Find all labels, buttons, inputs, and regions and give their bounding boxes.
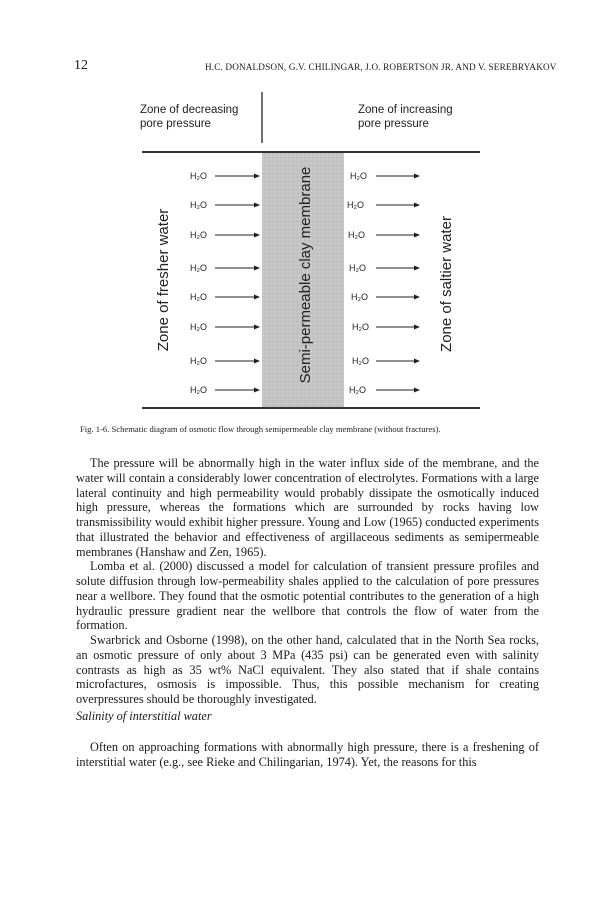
right-flow-group	[347, 171, 419, 395]
section-heading: Salinity of interstitial water	[76, 709, 212, 723]
body-section-1	[76, 456, 539, 707]
paragraph-3: Swarbrick and Osborne (1998), on the other hand, calculated that in the North Sea rocks, an osmotic pressure of only about 3 MPa (435 psi) can be generated even with salinity contrasts as high as 35 wt% NaCl equivalent. They also stated that if shale contains microfactures, osmosis is impossible. Thus, this possible mechanism for creating overpressures should be thoroughly investigated.	[76, 633, 539, 706]
saltier-water-label: Zone of saltier water	[438, 216, 455, 352]
h2o-label-left: H₂O	[190, 322, 207, 332]
zone-increasing-line-1: Zone of increasing	[358, 104, 453, 116]
h2o-label-right: H₂O	[350, 171, 367, 181]
zone-decreasing-label	[140, 103, 238, 131]
h2o-label-right: H₂O	[352, 322, 369, 332]
h2o-label-right: H₂O	[349, 263, 366, 273]
zone-decreasing-line-1: Zone of decreasing	[140, 104, 239, 116]
h2o-label-left: H₂O	[190, 385, 207, 395]
h2o-label-left: H₂O	[190, 292, 207, 302]
membrane-label: Semi-permeable clay membrane	[297, 166, 314, 384]
body-section-2	[76, 740, 539, 770]
zone-increasing-line-2: pore pressure	[358, 118, 429, 130]
h2o-label-left: H₂O	[190, 356, 207, 366]
h2o-label-right: H₂O	[349, 385, 366, 395]
page-number: 12	[74, 58, 88, 73]
paragraph-4: Often on approaching formations with abnormally high pressure, there is a freshening of interstitial water (e.g., see Rieke and Chilingarian, 1974). Yet, the reasons for this	[76, 740, 539, 769]
paragraph-1: The pressure will be abnormally high in the water influx side of the membrane, and the water will contain a considerably lower concentration of electrolytes. Formations with a large lateral continuity and high permeability would probably dissipate the osmotically induced high pressure, whereas the formations which are surrounded by rocks having low transmissibility would exhibit higher pressure. Young and Low (1965) conducted experiments that illustrated the behavior and effectiveness of argillaceous sediments as semipermeable membranes (Hanshaw and Zen, 1965).	[76, 456, 539, 559]
fresher-water-label: Zone of fresher water	[155, 208, 172, 352]
running-head: H.C. DONALDSON, G.V. CHILINGAR, J.O. ROBERTSON JR. AND V. SEREBRYAKOV	[205, 62, 557, 72]
h2o-label-right: H₂O	[347, 200, 364, 210]
paragraph-2: Lomba et al. (2000) discussed a model for calculation of transient pressure profiles and solute diffusion through low-permeability shales applied to the calculation of pore pressures near a wellbore. They found that the osmotic potential contributes to the generation of a high hydraulic pressure gradient near the wellbore that controls the flow of water from the formation.	[76, 559, 539, 633]
zone-decreasing-line-2: pore pressure	[140, 118, 211, 130]
left-flow-group	[190, 171, 259, 395]
figure-caption: Fig. 1-6. Schematic diagram of osmotic flow through semipermeable clay membrane (without fractures).	[80, 424, 441, 434]
h2o-label-right: H₂O	[348, 230, 365, 240]
figure-svg	[0, 0, 615, 420]
h2o-label-left: H₂O	[190, 230, 207, 240]
h2o-label-left: H₂O	[190, 171, 207, 181]
h2o-label-left: H₂O	[190, 263, 207, 273]
figure-osmotic-diagram	[0, 0, 615, 420]
h2o-label-right: H₂O	[352, 356, 369, 366]
zone-increasing-label	[358, 103, 453, 131]
h2o-label-right: H₂O	[351, 292, 368, 302]
h2o-label-left: H₂O	[190, 200, 207, 210]
